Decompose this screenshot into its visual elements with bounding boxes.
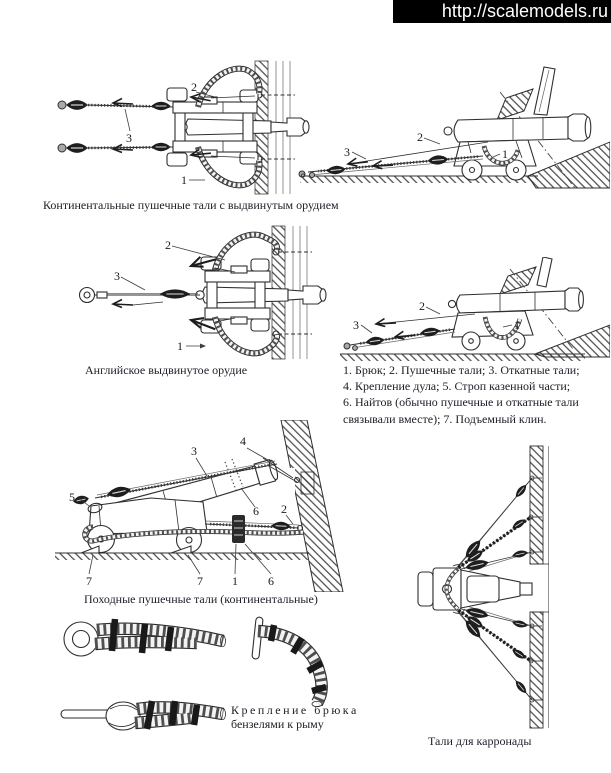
fig5-label-5: 5	[69, 490, 75, 504]
figure-carronade-plan	[405, 442, 610, 732]
deck	[300, 176, 538, 183]
deck	[55, 553, 309, 560]
figure-gun-run-out-side-view-2	[340, 257, 610, 362]
fig2-label-3: 3	[344, 145, 350, 159]
fig1-label-1: 1	[181, 173, 187, 187]
figure-legend	[343, 362, 605, 427]
fig5-label-1: 1	[232, 574, 238, 588]
fig4-label-2: 2	[419, 299, 425, 313]
fig2-label-1: 1	[502, 147, 508, 161]
carronade-plan	[418, 568, 532, 610]
legend-line: 6. Найтов (обычно пушечные и откатные тали	[343, 395, 579, 410]
figure-gun-run-out-side-view	[288, 58, 610, 198]
fig5-label-7a: 7	[86, 574, 92, 588]
figure-english-gun-plan	[55, 222, 340, 362]
fig2-label-2: 2	[417, 130, 423, 144]
fig1-label-3: 3	[126, 131, 132, 145]
fig5-label-6a: 6	[253, 504, 259, 518]
rope-on-toggle	[252, 617, 326, 707]
fig3-label-3: 3	[114, 269, 120, 283]
fig5-label-2: 2	[281, 502, 287, 516]
rope-through-ring	[95, 619, 226, 653]
figure-housed-gun-side-view	[55, 420, 350, 592]
caption-continental: Континентальные пушечные тали с выдвинутым орудием	[43, 198, 339, 212]
rope-on-pin	[61, 701, 226, 730]
fig1-label-2: 2	[191, 80, 197, 94]
legend-line: 4. Крепление дула; 5. Строп казенной части;	[343, 379, 571, 394]
fig5-label-7b: 7	[197, 574, 203, 588]
legend-line: связывали вместе); 7. Подъемный клин.	[343, 411, 547, 426]
watermark-url-bar	[393, 0, 611, 23]
tackle-fan-lower	[447, 600, 542, 702]
figure-breeching-seizings	[55, 613, 335, 768]
ring-bolt	[64, 622, 98, 656]
carriage	[81, 498, 207, 553]
fig4-label-3: 3	[353, 318, 359, 332]
train-tackle	[80, 288, 201, 308]
watermark-url-text: http://scalemodels.ru	[441, 1, 608, 21]
fig3-label-2: 2	[165, 238, 171, 252]
caption-seizing-line1: Крепление брюка	[231, 703, 359, 717]
ship-side-wall	[281, 420, 343, 592]
train-tackles	[58, 99, 173, 153]
caption-english: Английское выдвинутое орудие	[85, 363, 248, 377]
legend-line: 1. Брюк; 2. Пушечные тали; 3. Откатные тали;	[343, 363, 580, 377]
caption-seizing-line2: бензелями к рыму	[231, 717, 324, 731]
caption-carronade: Тали для карронады	[428, 734, 532, 748]
fig4-label-1: 1	[514, 318, 520, 332]
fig3-label-1: 1	[177, 339, 183, 353]
fig5-label-6b: 6	[268, 574, 274, 588]
seizing-block	[232, 515, 245, 543]
fig5-label-4: 4	[240, 434, 246, 448]
fig5-label-3: 3	[191, 444, 197, 458]
caption-housed: Походные пушечные тали (континентальные)	[84, 592, 318, 606]
tackle-fan-upper	[447, 476, 542, 578]
ship-side-wall	[530, 446, 549, 728]
